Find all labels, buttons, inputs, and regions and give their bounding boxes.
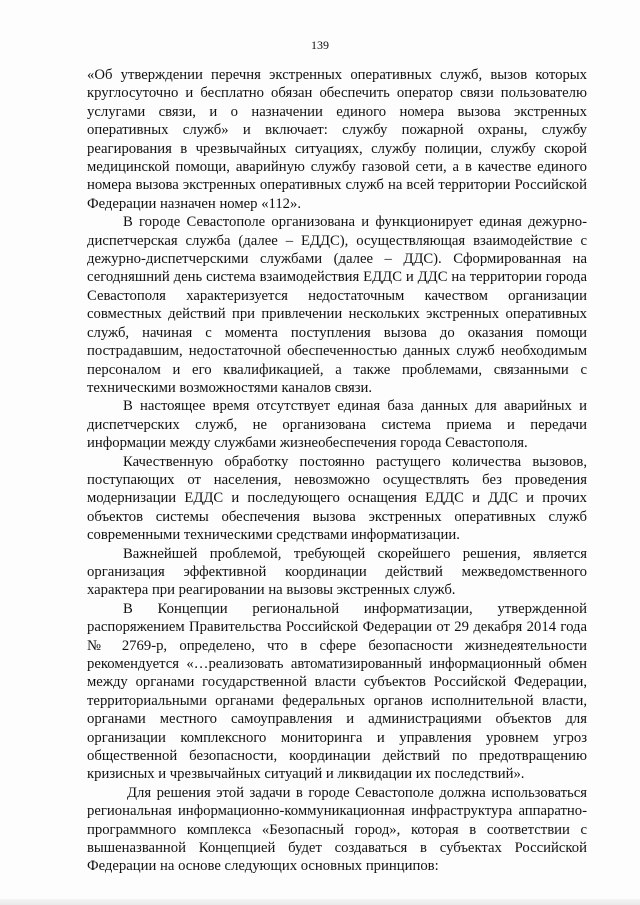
paragraph-no-database: В настоящее время отсутствует единая база данных для аварийных и диспетчерских служб, не организована система приема и передачи информации между службами жизнеобеспечения города Севастополя. (87, 398, 587, 452)
paragraph-concept-quote: В Концепции региональной информатизации, утвержденной распоряжением Правительства Российской Федерации от 29 декабря 2014 года № 2769-р, определено, что в сфере безопасности жизнедеятельности рекомендуется «…реализовать автоматизированный информационный обмен между органами государственной власти субъектов Российской Федерации, территориальными органами федеральных органов исполнительной власти, органами местного самоуправления и администрациями объектов для организации комплексного мониторинга и управления уровнем угроз общественной безопасности, координации действий по предотвращению кризисных и чрезвычайных ситуаций и ликвидации их последствий». (87, 600, 587, 783)
paragraph-safe-city: Для решения этой задачи в городе Севастополе должна использоваться региональная информационно-коммуникационная инфраструктура аппаратно-программного комплекса «Безопасный город», которая в соответствии с вышеназванной Концепцией будет создаваться в субъектах Российской Федерации на основе следующих основных принципов: (87, 784, 587, 875)
page-number: 139 (311, 38, 329, 52)
paragraph-coordination-problem: Важнейшей проблемой, требующей скорейшего решения, является организация эффективной координации действий межведомственного характера при реагировании на вызовы экстренных служб. (87, 545, 587, 599)
paragraph-modernization: Качественную обработку постоянно растущего количества вызовов, поступающих от населения, невозможно осуществлять без проведения модернизации ЕДДС и последующего оснащения ЕДДС и ДДС и прочих объектов системы обеспечения вызова экстренных оперативных служб современными техническими средствами информатизации. (87, 453, 587, 544)
scan-bottom-edge (0, 899, 640, 905)
document-body (87, 66, 587, 876)
paragraph-edds-organization: В городе Севастополе организована и функционирует единая дежурно-диспетчерская служба (далее – ЕДДС), осуществляющая взаимодействие с дежурно-диспетчерскими службами (далее – ДДС). Сформированная на сегодняшний день система взаимодействия ЕДДС и ДДС на территории города Севастополя характеризуется недостаточным качеством организации совместных действий при привлечении нескольких экстренных оперативных служб, начиная с момента поступления вызова до оказания помощи пострадавшим, недостаточной обеспеченностью данных служб необходимым персоналом и его квалификацией, а также проблемами, связанными с техническими возможностями каналов связи. (87, 214, 587, 396)
paragraph-services-list: «Об утверждении перечня экстренных оперативных служб, вызов которых круглосуточно и бесплатно обязан обеспечить оператор связи пользователю услугами связи, и о назначении единого номера вызова экстренных оперативных служб» и включает: службу пожарной охраны, службу реагирования в чрезвычайных ситуациях, службу полиции, службу скорой медицинской помощи, аварийную службу газовой сети, а в качестве единого номера вызова экстренных оперативных служб на всей территории Российской Федерации назначен номер «112». (87, 67, 587, 212)
